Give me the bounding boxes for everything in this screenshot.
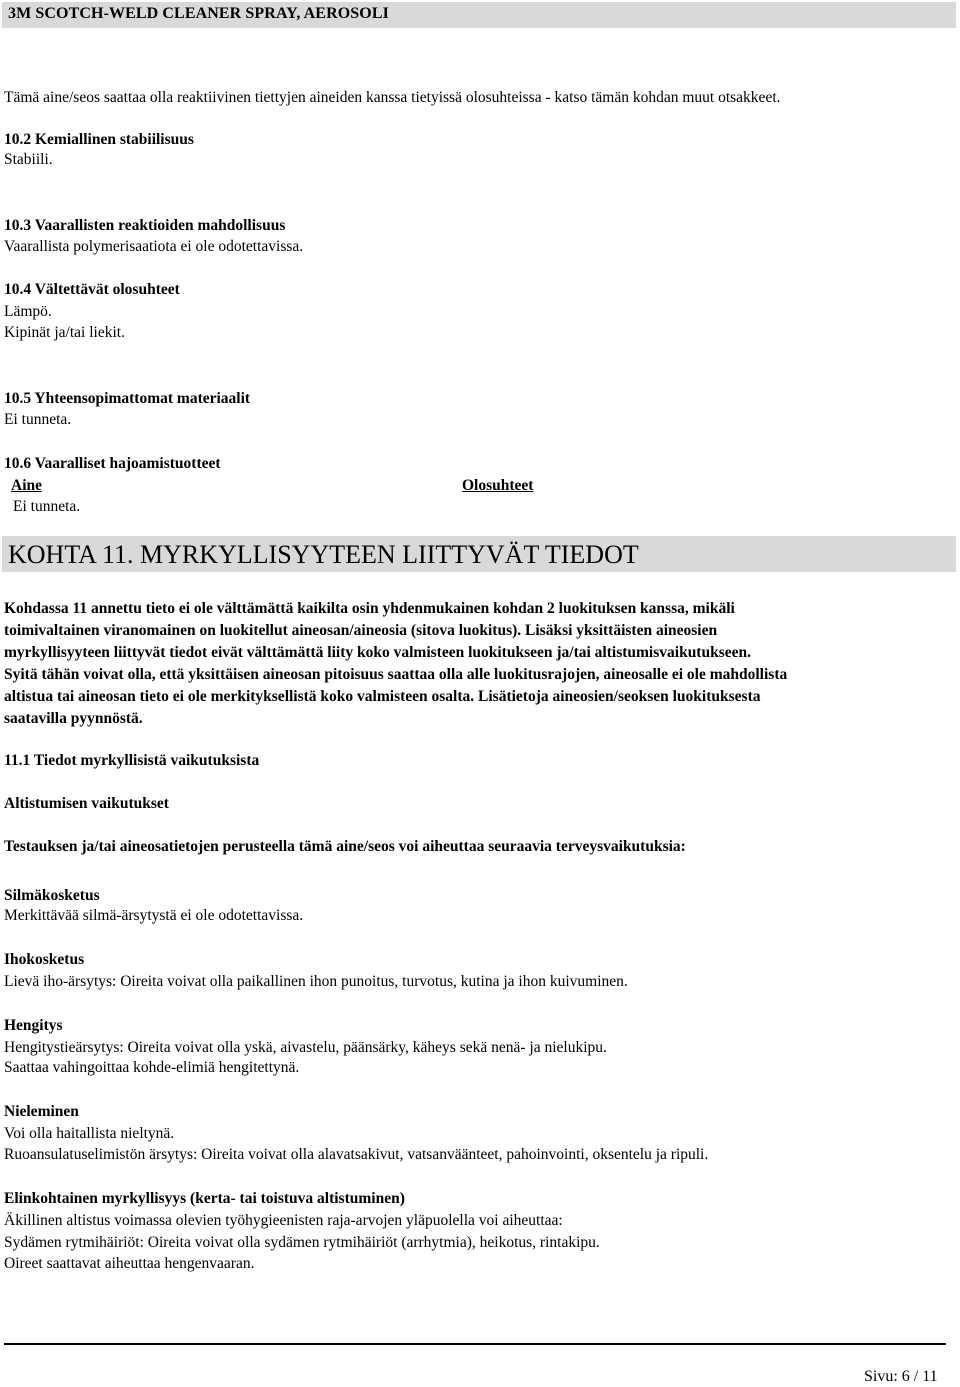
skin-contact-text: Lievä iho-ärsytys: Oireita voivat olla paikallinen ihon punoitus, turvotus, kutina ja ihon kuivuminen. (4, 973, 628, 990)
decomposition-row-1: Ei tunneta. (13, 498, 81, 515)
product-title: 3M SCOTCH-WELD CLEANER SPRAY, AEROSOLI (8, 5, 389, 22)
intro-line-2: toimivaltainen viranomainen on luokitellut aineosan/aineosia (sitova luokitus). Lisäksi yksittäisten aineosien (4, 622, 718, 639)
intro-line-6: saatavilla pyynnöstä. (4, 710, 143, 727)
incompatible-materials-heading: 10.5 Yhteensopimattomat materiaalit (4, 390, 251, 407)
conditions-to-avoid-line-2: Kipinät ja/tai liekit. (4, 324, 125, 341)
decomposition-products-heading: 10.6 Vaaralliset hajoamistuotteet (4, 455, 221, 472)
ingestion-text-2: Ruoansulatuselimistön ärsytys: Oireita voivat olla alavatsakivut, vatsanväänteet, pahoinvointi, oksentelu ja ripuli. (4, 1146, 709, 1163)
exposure-effects-heading: Altistumisen vaikutukset (4, 795, 169, 812)
intro-line-3: myrkyllisyyteen liittyvät tiedot eivät välttämättä liity koko valmisteen luokitukseen ja/tai altistumisvaikutukseen. (4, 644, 751, 661)
skin-contact-heading: Ihokosketus (4, 951, 85, 968)
target-organ-text-3: Oireet saattavat aiheuttaa hengenvaaran. (4, 1255, 255, 1272)
eye-contact-heading: Silmäkosketus (4, 887, 100, 904)
column-header-substance: Aine (11, 477, 42, 494)
intro-line-5: altistua tai aineosan tieto ei ole merkityksellistä koko valmisteen osalta. Lisätietoja aineosien/seoksen luokituksesta (4, 688, 761, 705)
column-header-conditions: Olosuhteet (462, 477, 534, 494)
conditions-to-avoid-heading: 10.4 Vältettävät olosuhteet (4, 281, 180, 298)
intro-line-4: Syitä tähän voivat olla, että yksittäisen aineosan pitoisuus saattaa olla alle luokitusrajojen, aineosalle ei ole mahdollista (4, 666, 788, 683)
hazardous-reactions-heading: 10.3 Vaarallisten reaktioiden mahdollisuus (4, 217, 286, 234)
section-11-heading: KOHTA 11. MYRKYLLISYYTEEN LIITTYVÄT TIEDOT (8, 540, 639, 569)
stability-text: Stabiili. (4, 151, 53, 168)
page-number: Sivu: 6 / 11 (864, 1368, 938, 1385)
conditions-to-avoid-line-1: Lämpö. (4, 303, 52, 320)
stability-heading: 10.2 Kemiallinen stabiilisuus (4, 131, 194, 148)
testing-basis-heading: Testauksen ja/tai aineosatietojen perusteella tämä aine/seos voi aiheuttaa seuraavia terveysvaikutuksia: (4, 838, 686, 855)
inhalation-heading: Hengitys (4, 1017, 63, 1034)
ingestion-text-1: Voi olla haitallista nieltynä. (4, 1125, 175, 1142)
inhalation-text-1: Hengitystieärsytys: Oireita voivat olla yskä, aivastelu, päänsärky, käheys sekä nenä- ja nielukipu. (4, 1039, 607, 1056)
hazardous-reactions-text: Vaarallista polymerisaatiota ei ole odotettavissa. (4, 238, 304, 255)
toxicological-effects-heading: 11.1 Tiedot myrkyllisistä vaikutuksista (4, 752, 260, 769)
footer-divider (4, 1343, 946, 1345)
eye-contact-text: Merkittävää silmä-ärsytystä ei ole odotettavissa. (4, 907, 304, 924)
ingestion-heading: Nieleminen (4, 1103, 79, 1120)
intro-line-1: Kohdassa 11 annettu tieto ei ole välttämättä kaikilta osin yhdenmukainen kohdan 2 luokituksen kanssa, mikäli (4, 600, 735, 617)
section-11-banner (2, 536, 956, 572)
target-organ-text-1: Äkillinen altistus voimassa olevien työhygieenisten raja-arvojen yläpuolella voi aiheuttaa: (4, 1212, 563, 1229)
section-11-intro (4, 598, 954, 730)
target-organ-text-2: Sydämen rytmihäiriöt: Oireita voivat olla sydämen rytmihäiriöt (arrhytmia), heikotus, rintakipu. (4, 1234, 600, 1251)
document-header (2, 2, 956, 28)
reactivity-intro: Tämä aine/seos saattaa olla reaktiivinen tiettyjen aineiden kanssa tietyissä olosuhteissa - katso tämän kohdan muut otsakkeet. (4, 89, 781, 106)
target-organ-heading: Elinkohtainen myrkyllisyys (kerta- tai toistuva altistuminen) (4, 1190, 405, 1207)
inhalation-text-2: Saattaa vahingoittaa kohde-elimiä hengitettynä. (4, 1059, 300, 1076)
incompatible-materials-text: Ei tunneta. (4, 411, 72, 428)
